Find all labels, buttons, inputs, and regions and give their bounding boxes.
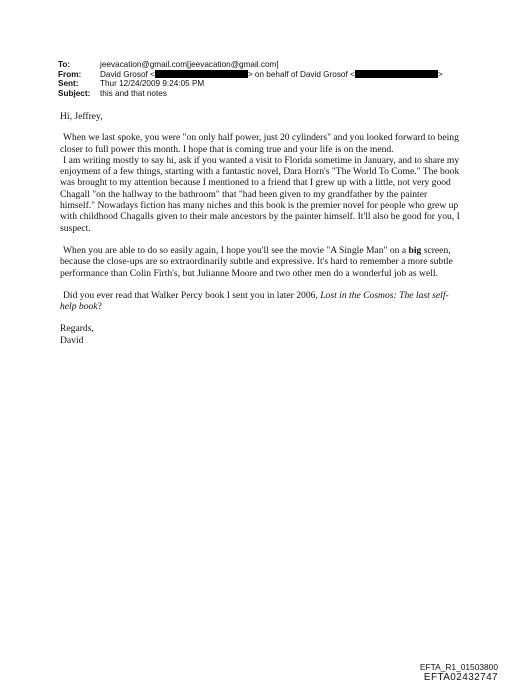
sent-value: Thur 12/24/2009 9:24:05 PM <box>100 79 205 88</box>
paragraph-2: I am writing mostly to say hi, ask if you wanted a visit to Florida sometime in January, and to share my enjoyment of a few things, starting with a fantastic novel, Dara Horn's "The World To Come." The book was brought to my attention because I mentioned to a friend that I grew up with a little, not very good Chagall "on the hallway to the bathroom" that "had been given to my grandfather by the painter himself." Nowadays fiction has many niches and this book is the premier novel for people who grew up with childhood Chagalls given to their male ancestors by the painter himself. It'll also be good for you, I suspect. <box>60 154 460 234</box>
paragraph-4 <box>60 290 460 313</box>
greeting: Hi, Jeffrey, <box>60 111 103 122</box>
paragraph-4-text: Did you ever read that Walker Percy book I sent you in later 2006, <box>63 289 321 301</box>
footer-id-2: EFTA02432747 <box>423 672 498 683</box>
email-header <box>58 60 443 98</box>
to-value: jeevacation@gmail.com[jeevacation@gmail.com] <box>100 60 279 69</box>
from-value <box>100 70 443 80</box>
from-middle: > on behalf of David Grosof < <box>247 69 355 79</box>
footer-id-1: EFTA_R1_01503800 <box>419 662 498 672</box>
subject-row <box>58 89 443 99</box>
from-label: From: <box>58 69 82 79</box>
book-title: Lost in the Cosmos: The last self-help book <box>60 289 449 313</box>
from-suffix: > <box>437 69 443 79</box>
closing: Regards, <box>60 323 94 335</box>
document-footer <box>420 662 498 684</box>
to-label: To: <box>58 60 71 69</box>
paragraph-3-bold: big <box>408 244 422 256</box>
to-row <box>58 60 443 70</box>
sent-row <box>58 79 443 89</box>
signature: David <box>60 334 84 346</box>
paragraph-3-rest: screen, because the close-ups are so extraordinarily subtle and expressive. It's hard to remember a more subtle performance than Colin Firth's, but Julianne Moore and two other men do a wonderful job as well. <box>60 244 453 279</box>
paragraph-4-end: ? <box>97 301 102 313</box>
subject-label: Subject: <box>58 88 91 98</box>
sent-label: Sent: <box>58 79 79 88</box>
paragraph-3-text: When you are able to do so easily again, I hope you'll see the movie "A Single Man" on a <box>63 244 409 256</box>
paragraph-3 <box>60 245 460 279</box>
redaction-block <box>355 70 438 78</box>
from-row <box>58 70 443 80</box>
redaction-block <box>155 70 248 78</box>
from-name: David Grosof < <box>100 69 155 79</box>
email-body <box>60 111 460 346</box>
paragraph-1: When we last spoke, you were "on only half power, just 20 cylinders" and you looked forward to being closer to full power this month. I hope that is coming true and your life is on the mend. <box>60 132 459 155</box>
subject-value: this and that notes <box>100 88 167 98</box>
